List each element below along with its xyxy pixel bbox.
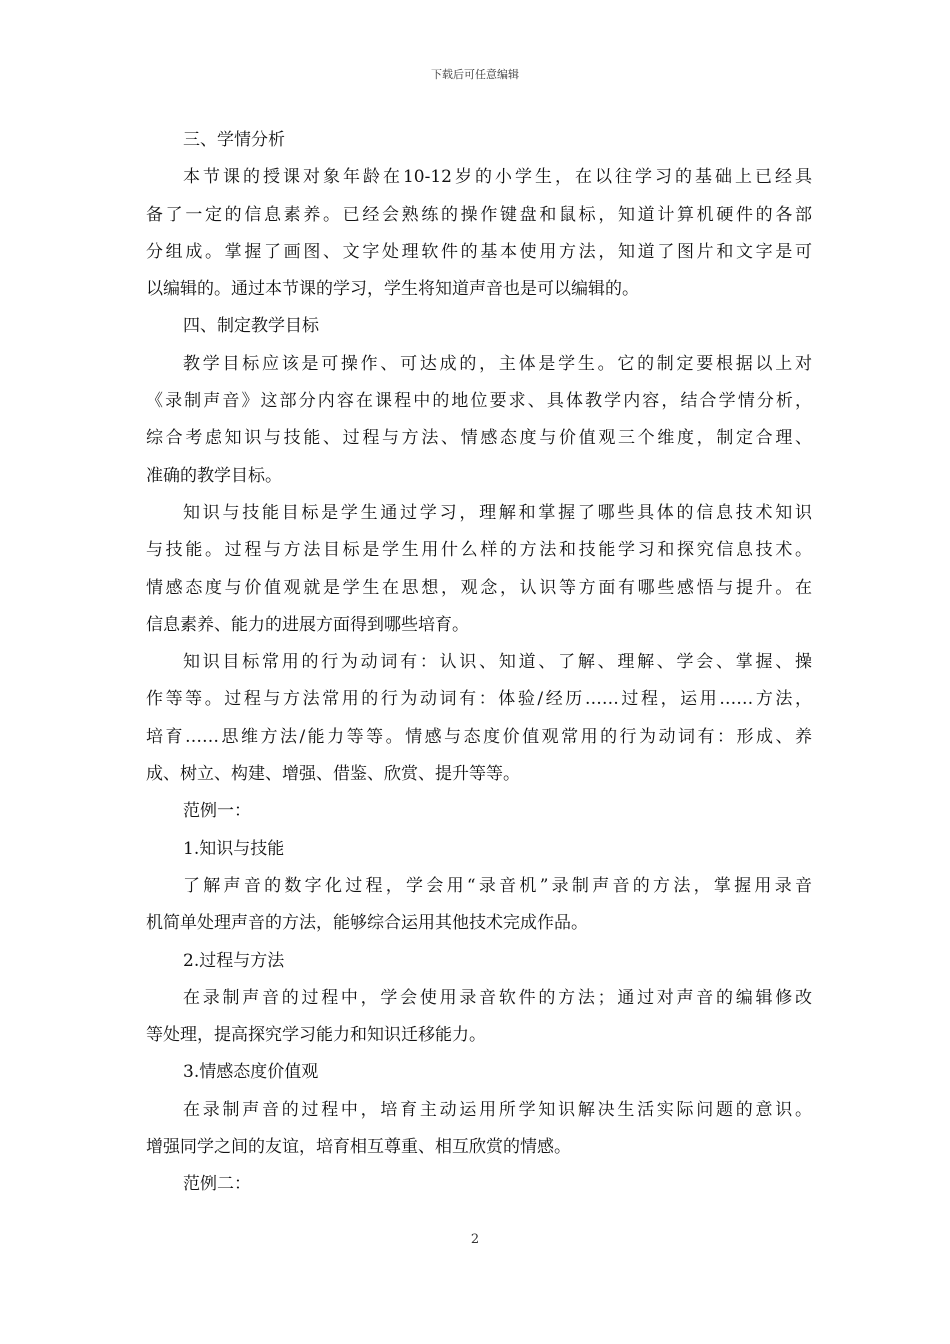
paragraph-line: 以编辑的。通过本节课的学习，学生将知道声音也是可以编辑的。 [146,279,639,300]
paragraph-line: 备了一定的信息素养。已经会熟练的操作键盘和鼠标，知道计算机硬件的各部 [146,204,812,225]
paragraph-line: 与技能。过程与方法目标是学生用什么样的方法和技能学习和探究信息技术。 [146,540,812,561]
paragraph-line: 知识目标常用的行为动词有：认识、知道、了解、理解、学会、掌握、操 [183,652,812,673]
paragraph-line: 综合考虑知识与技能、过程与方法、情感态度与价值观三个维度，制定合理、 [146,428,812,449]
paragraph-line: 增强同学之间的友谊，培育相互尊重、相互欣赏的情感。 [146,1137,571,1158]
paragraph-line: 分组成。掌握了画图、文字处理软件的基本使用方法，知道了图片和文字是可 [146,241,812,262]
example-one-heading: 范例一： [183,801,251,822]
paragraph-line: 成、树立、构建、增强、借鉴、欣赏、提升等等。 [146,764,520,785]
page-header: 下载后可任意编辑 [431,68,519,81]
paragraph-line: 培育……思维方法/能力等等。情感与态度价值观常用的行为动词有：形成、养 [146,726,812,747]
subheading-process-method: 2.过程与方法 [183,950,285,971]
paragraph-line: 《录制声音》这部分内容在课程中的地位要求、具体教学内容，结合学情分析， [146,391,812,412]
section-heading-teaching-goals: 四、制定教学目标 [183,316,319,337]
page-number: 2 [470,1232,480,1247]
paragraph-line: 教学目标应该是可操作、可达成的，主体是学生。它的制定要根据以上对 [183,353,812,374]
section-heading-learner-analysis: 三、学情分析 [183,130,285,150]
paragraph-line: 情感态度与价值观就是学生在思想，观念，认识等方面有哪些感悟与提升。在 [146,577,812,598]
document-body [146,122,812,1204]
paragraph-line: 作等等。过程与方法常用的行为动词有：体验/经历……过程，运用……方法， [146,689,812,710]
subheading-emotion-values: 3.情感态度价值观 [183,1062,319,1083]
paragraph-line: 等处理，提高探究学习能力和知识迁移能力。 [146,1025,486,1046]
paragraph-line: 本节课的授课对象年龄在10-12岁的小学生，在以往学习的基础上已经具 [183,167,812,188]
example-two-heading: 范例二： [183,1174,251,1195]
paragraph-line: 机简单处理声音的方法，能够综合运用其他技术完成作品。 [146,913,588,934]
paragraph-line: 知识与技能目标是学生通过学习，理解和掌握了哪些具体的信息技术知识 [183,502,812,523]
subheading-knowledge-skills: 1.知识与技能 [183,838,285,859]
paragraph-line: 信息素养、能力的进展方面得到哪些培育。 [146,614,469,635]
paragraph-line: 在录制声音的过程中，培育主动运用所学知识解决生活实际问题的意识。 [183,1099,812,1120]
paragraph-line: 在录制声音的过程中，学会使用录音软件的方法；通过对声音的编辑修改 [183,987,812,1008]
paragraph-line: 准确的教学目标。 [146,465,282,486]
paragraph-line: 了解声音的数字化过程，学会用“录音机”录制声音的方法，掌握用录音 [183,875,812,896]
